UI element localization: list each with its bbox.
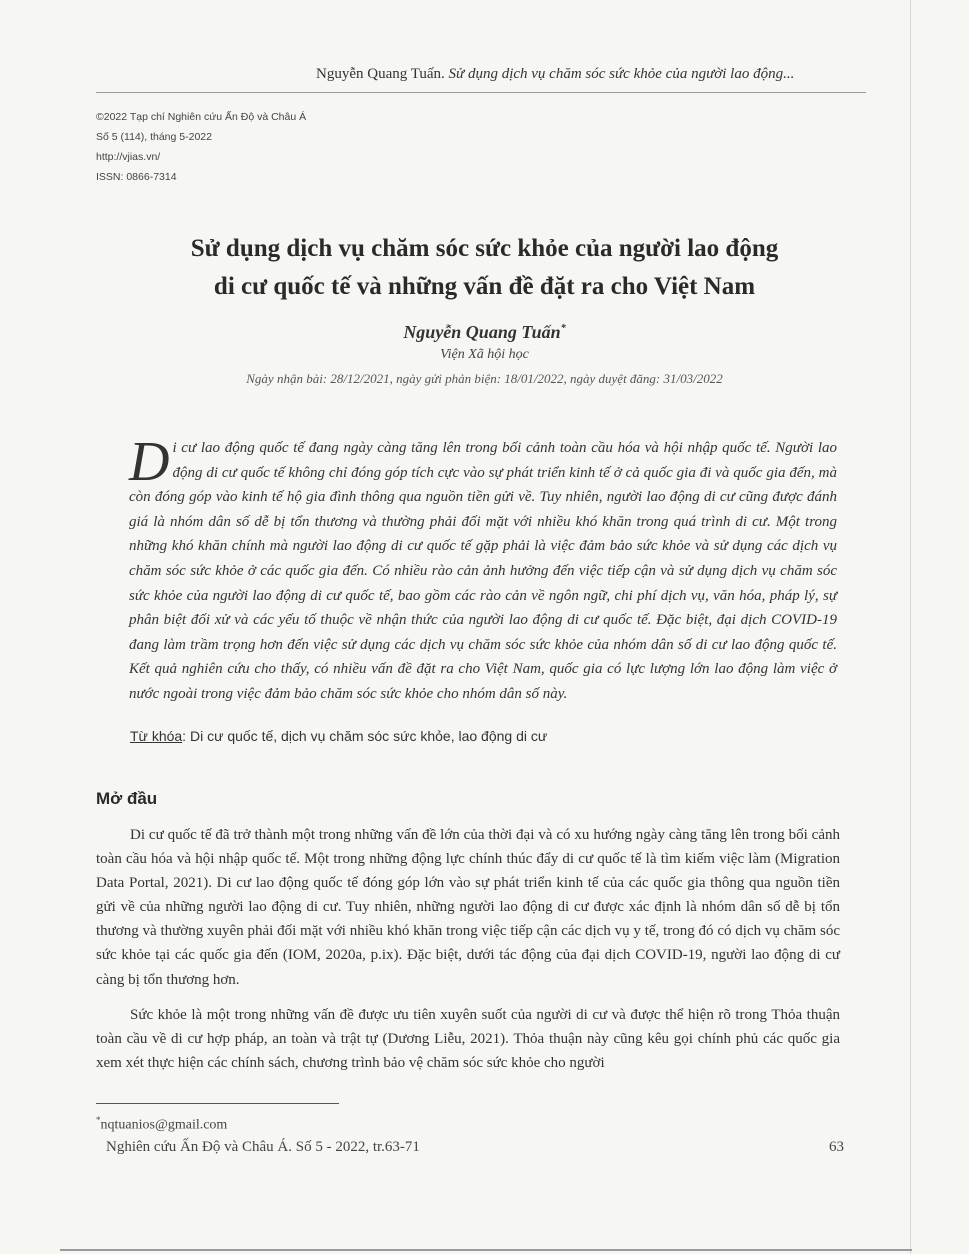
author-footnote-mark: * (560, 323, 566, 334)
author-affiliation: Viện Xã hội học (440, 347, 529, 362)
running-head-title: Sử dụng dịch vụ chăm sóc sức khỏe của người lao động... (448, 66, 795, 82)
meta-issn: ISSN: 0866-7314 (96, 171, 177, 183)
body-paragraph-1: Di cư quốc tế đã trở thành một trong những vấn đề lớn của thời đại và có xu hướng ngày càng tăng lên trong bối cảnh toàn cầu hóa và hội nhập quốc tế. Một trong những động lực chính thúc đẩy di cư quốc tế là tìm kiếm việc làm (Migration Data Portal, 2021). Di cư lao động quốc tế đóng góp lớn vào sự phát triển kinh tế của các quốc gia thông qua nguồn tiền gửi về của những người lao động di cư. Tuy nhiên, những người lao động di cư được xác định là nhóm dân số dễ bị tổn thương và thường xuyên phải đối mặt với nhiều khó khăn trong việc tiếp cận các dịch vụ y tế, trong đó có dịch vụ chăm sóc sức khỏe tại các quốc gia đến (IOM, 2020a, p.ix). Đặc biệt, dưới tác động của đại dịch COVID-19, người lao động di cư càng bị tổn thương hơn. (96, 827, 840, 988)
article-title-line1: Sử dụng dịch vụ chăm sóc sức khỏe của người lao động (190, 235, 779, 262)
scan-edge-bottom (60, 1249, 912, 1251)
journal-meta (96, 107, 306, 187)
article-author (0, 322, 969, 343)
keywords (130, 728, 838, 744)
meta-copyright: ©2022 Tạp chí Nghiên cứu Ấn Độ và Châu Á (96, 111, 307, 123)
article-title-line2: di cư quốc tế và những vấn đề đặt ra cho Việt Nam (213, 273, 756, 300)
section-heading: Mở đầu (96, 789, 158, 808)
abstract-dropcap: D (129, 431, 170, 493)
footnote-rule (96, 1103, 339, 1104)
footnote (96, 1115, 227, 1134)
running-head-author: Nguyễn Quang Tuấn. (316, 66, 449, 82)
scan-edge-right (910, 0, 911, 1254)
meta-issue: Số 5 (114), tháng 5-2022 (96, 131, 212, 143)
keywords-text: Di cư quốc tế, dịch vụ chăm sóc sức khỏe, lao động di cư (189, 728, 548, 744)
body-paragraph-2: Sức khỏe là một trong những vấn đề được ưu tiên xuyên suốt của người di cư và được thể hiện rõ trong Thỏa thuận toàn cầu về di cư hợp pháp, an toàn và trật tự (Dương Liễu, 2021). Thỏa thuận này cũng kêu gọi chính phủ các quốc gia xem xét thực hiện các chính sách, chương trình bảo vệ chăm sóc sức khỏe cho người (96, 1007, 840, 1072)
running-head-rule (96, 92, 866, 93)
footnote-mark: * (96, 1115, 101, 1125)
meta-url: http://vjias.vn/ (96, 151, 161, 163)
footnote-email: nqtuanios@gmail.com (100, 1117, 228, 1133)
footer-citation: Nghiên cứu Ấn Độ và Châu Á. Số 5 - 2022, tr.63-71 (106, 1139, 420, 1155)
abstract-text: i cư lao động quốc tế đang ngày càng tăng lên trong bối cảnh toàn cầu hóa và hội nhập quốc tế. Người lao động di cư quốc tế không chỉ đóng góp tích cực vào sự phát triển kinh tế ở cả quốc gia đi và quốc gia đến, mà còn đóng góp vào kinh tế hộ gia đình thông qua nguồn tiền gửi về. Tuy nhiên, người lao động di cư cũng được đánh giá là nhóm dân số dễ bị tổn thương và thường phải đối mặt với nhiều khó khăn trong quá trình di cư. Một trong những khó khăn chính mà người lao động di cư quốc tế gặp phải là việc đảm bảo sức khỏe và sử dụng các dịch vụ chăm sóc sức khỏe ở các quốc gia đến. Có nhiều rào cản ảnh hưởng đến việc tiếp cận và sử dụng dịch vụ chăm sóc sức khỏe của người lao động di cư quốc tế, bao gồm các rào cản về ngôn ngữ, chi phí dịch vụ, văn hóa, pháp lý, sự phân biệt đối xử và các yếu tố thuộc về nhận thức của người lao động di cư quốc tế. Đặc biệt, đại dịch COVID-19 đang làm trầm trọng hơn đến việc sử dụng các dịch vụ chăm sóc sức khỏe của nhóm dân số di cư lao động quốc tế. Kết quả nghiên cứu cho thấy, có nhiều vấn đề đặt ra cho Việt Nam, quốc gia có lực lượng lớn lao động làm việc ở nước ngoài trong việc đảm bảo chăm sóc sức khỏe cho nhóm dân số này. (129, 440, 837, 702)
author-name: Nguyễn Quang Tuấn (403, 322, 561, 342)
abstract (129, 431, 837, 707)
keywords-label: Từ khóa (130, 728, 183, 744)
page-number: 63 (829, 1139, 844, 1155)
article-dates: Ngày nhận bài: 28/12/2021, ngày gửi phản biện: 18/01/2022, ngày duyệt đăng: 31/03/2022 (246, 371, 723, 386)
keywords-separator: : (182, 728, 190, 744)
running-head (316, 66, 794, 83)
